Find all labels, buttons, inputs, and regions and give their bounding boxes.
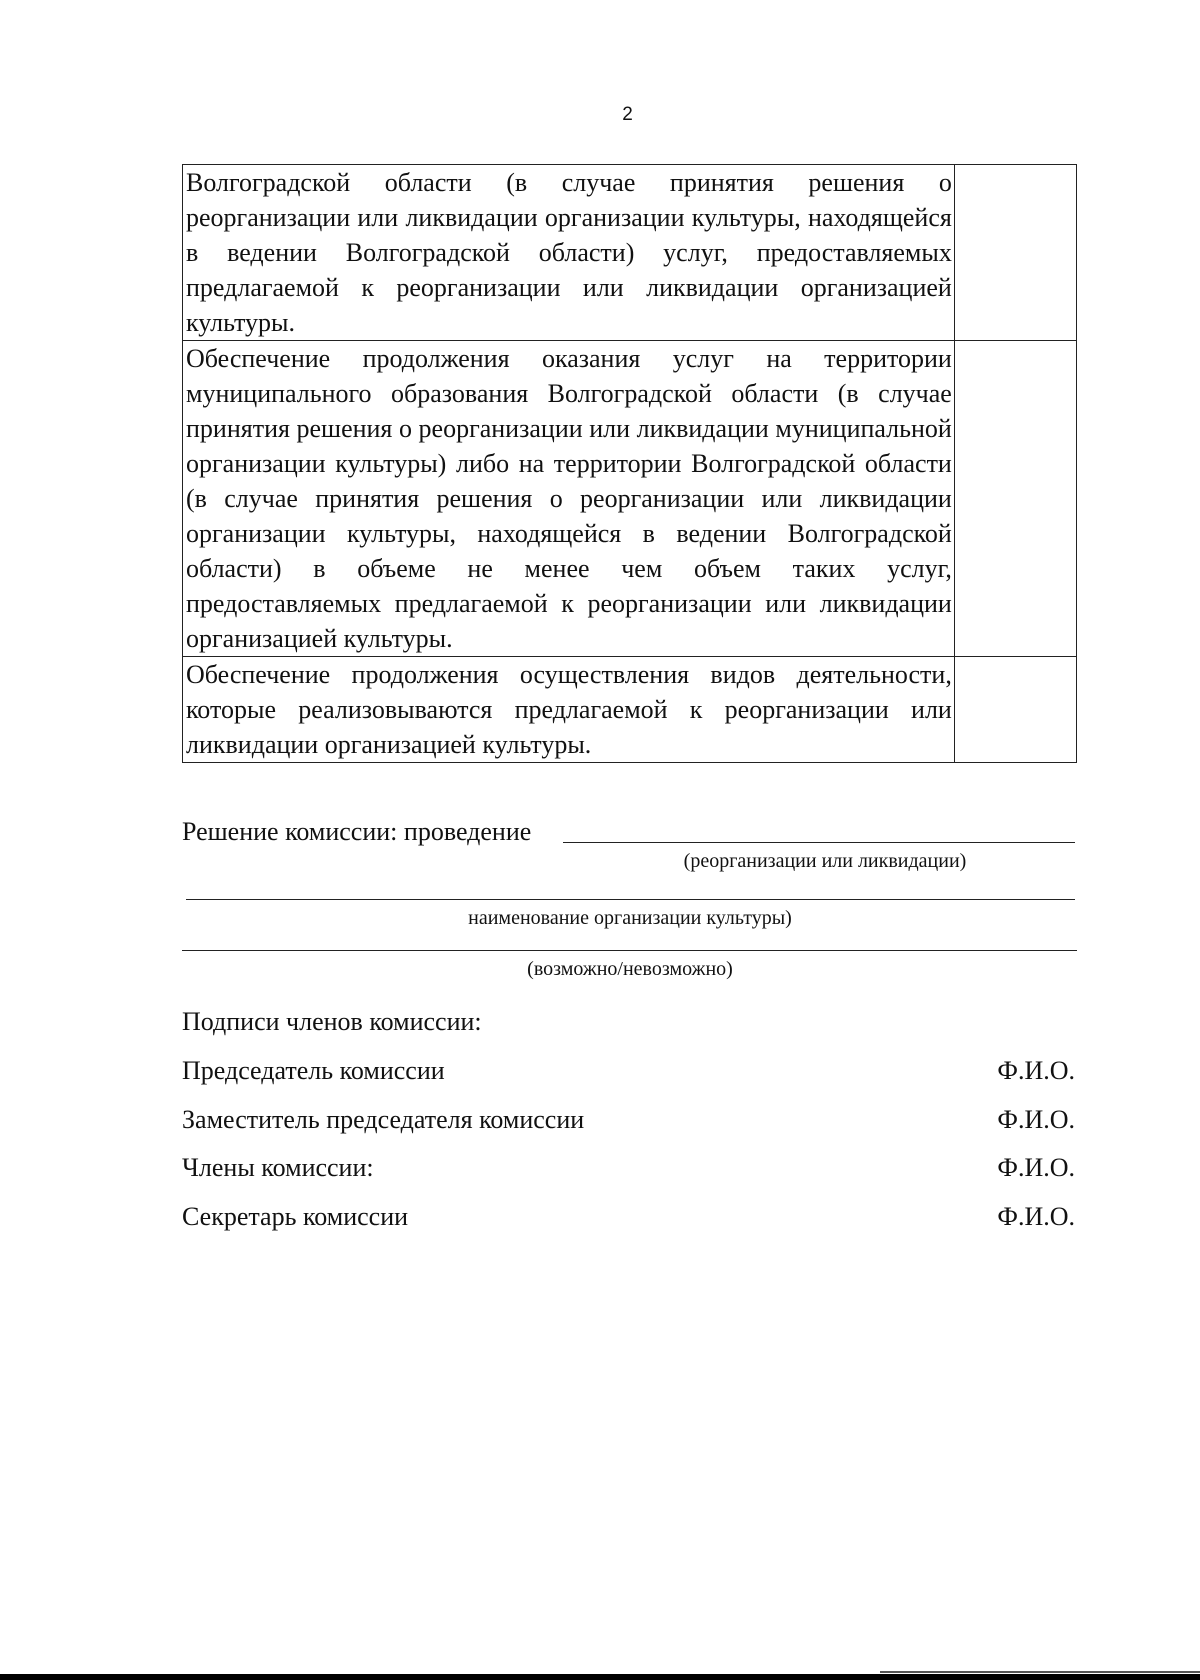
organization-name-caption: наименование организации культуры)	[468, 907, 792, 929]
signatures-heading: Подписи членов комиссии:	[182, 1007, 482, 1036]
signature-role: Члены комиссии:	[182, 1153, 374, 1182]
decision-label: Решение комиссии: проведение	[182, 817, 532, 846]
table-row	[183, 657, 1077, 763]
signature-role: Председатель комиссии	[182, 1056, 445, 1085]
decision-type-blank-line	[563, 842, 1075, 843]
signature-name: Ф.И.О.	[997, 1105, 1075, 1134]
criterion-mark-cell	[954, 657, 1076, 763]
signature-role: Секретарь комиссии	[182, 1202, 409, 1231]
possibility-caption: (возможно/невозможно)	[527, 958, 733, 980]
signature-name: Ф.И.О.	[997, 1153, 1075, 1182]
decision-type-caption: (реорганизации или ликвидации)	[683, 850, 967, 872]
criterion-text: Обеспечение продолжения осуществления видов деятельности, которые реализовываются предлагаемой к реорганизации или ликвидации организацией культуры.	[183, 657, 955, 763]
scan-edge-line	[880, 1671, 1200, 1673]
signature-name: Ф.И.О.	[997, 1056, 1075, 1085]
signature-name: Ф.И.О.	[997, 1202, 1075, 1231]
criterion-text: Волгоградской области (в случае принятия решения о реорганизации или ликвидации организации культуры, находящейся в ведении Волгоградской области) услуг, предоставляемых предлагаемой к реорганизации или ликвидации организацией культуры.	[183, 165, 955, 341]
scan-edge	[0, 1674, 1200, 1680]
criteria-table	[182, 164, 1077, 763]
organization-name-blank-line	[186, 899, 1075, 900]
table-row	[183, 165, 1077, 341]
criterion-mark-cell	[954, 165, 1076, 341]
criterion-mark-cell	[954, 341, 1076, 657]
table-row	[183, 341, 1077, 657]
page-number: 2	[622, 104, 633, 125]
possibility-blank-line	[182, 950, 1077, 951]
signature-role: Заместитель председателя комиссии	[182, 1105, 585, 1134]
criterion-text: Обеспечение продолжения оказания услуг на территории муниципального образования Волгоградской области (в случае принятия решения о реорганизации или ликвидации муниципальной организации культуры) либо на территории Волгоградской области (в случае принятия решения о реорганизации или ликвидации организации культуры, находящейся в ведении Волгоградской области) в объеме не менее чем объем таких услуг, предоставляемых предлагаемой к реорганизации или ликвидации организацией культуры.	[183, 341, 955, 657]
